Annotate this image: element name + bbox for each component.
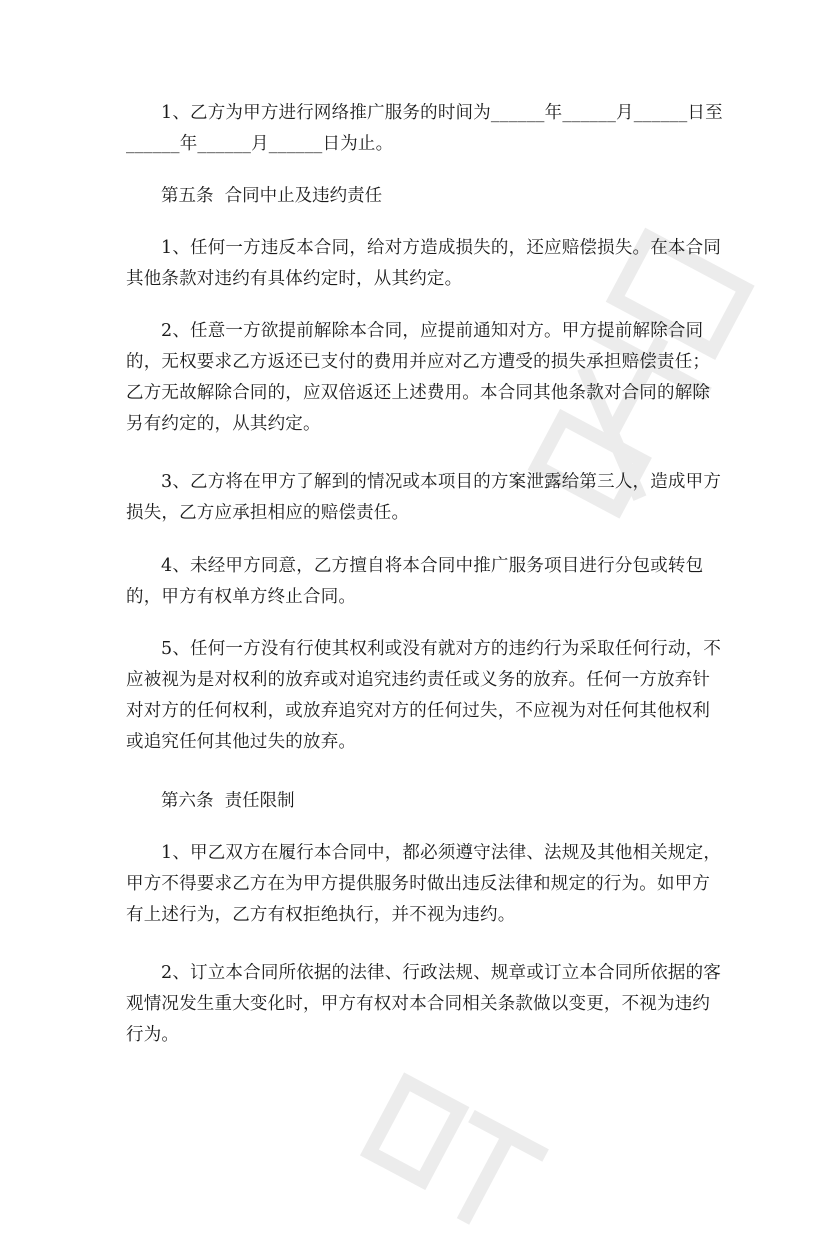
clause-5-item-1: 1、任何一方违反本合同，给对方造成损失的，还应赔偿损失。在本合同其他条款对违约有具体约定时，从其约定。 <box>126 238 722 289</box>
clause-5-item-2: 2、任意一方欲提前解除本合同，应提前通知对方。甲方提前解除合同的，无权要求乙方返还已支付的费用并应对乙方遭受的损失承担赔偿责任；乙方无故解除合同的，应双倍返还上述费用。本合同其他条款对合同的解除另有约定的，从其约定。 <box>126 321 711 434</box>
article-6-heading: 第六条 责任限制 <box>161 791 295 811</box>
article-5-heading: 第五条 合同中止及违约责任 <box>161 186 383 206</box>
clause-5-item-3: 3、乙方将在甲方了解到的情况或本项目的方案泄露给第三人，造成甲方损失，乙方应承担相应的赔偿责任。 <box>126 472 722 523</box>
clause-5-item-4: 4、未经甲方同意，乙方擅自将本合同中推广服务项目进行分包或转包的，甲方有权单方终止合同。 <box>126 556 704 607</box>
clause-4-item-1: 1、乙方为甲方进行网络推广服务的时间为______年______月______日至______年______月______日为止。 <box>126 103 723 154</box>
watermark-graphic-bottom <box>342 1055 557 1245</box>
clause-6-item-2: 2、订立本合同所依据的法律、行政法规、规章或订立本合同所依据的客观情况发生重大变化时，甲方有权对本合同相关条款做以变更，不视为违约行为。 <box>126 963 722 1045</box>
clause-6-item-1: 1、甲乙双方在履行本合同中，都必须遵守法律、法规及其他相关规定，甲方不得要求乙方在为甲方提供服务时做出违反法律和规定的行为。如甲方有上述行为，乙方有权拒绝执行，并不视为违约。 <box>126 843 722 925</box>
clause-5-item-5: 5、任何一方没有行使其权利或没有就对方的违约行为采取任何行动，不应被视为是对权利的放弃或对追究违约责任或义务的放弃。任何一方放弃针对对方的任何权利，或放弃追究对方的任何过失，不应视为对任何其他权利或追究任何其他过失的放弃。 <box>126 639 722 752</box>
